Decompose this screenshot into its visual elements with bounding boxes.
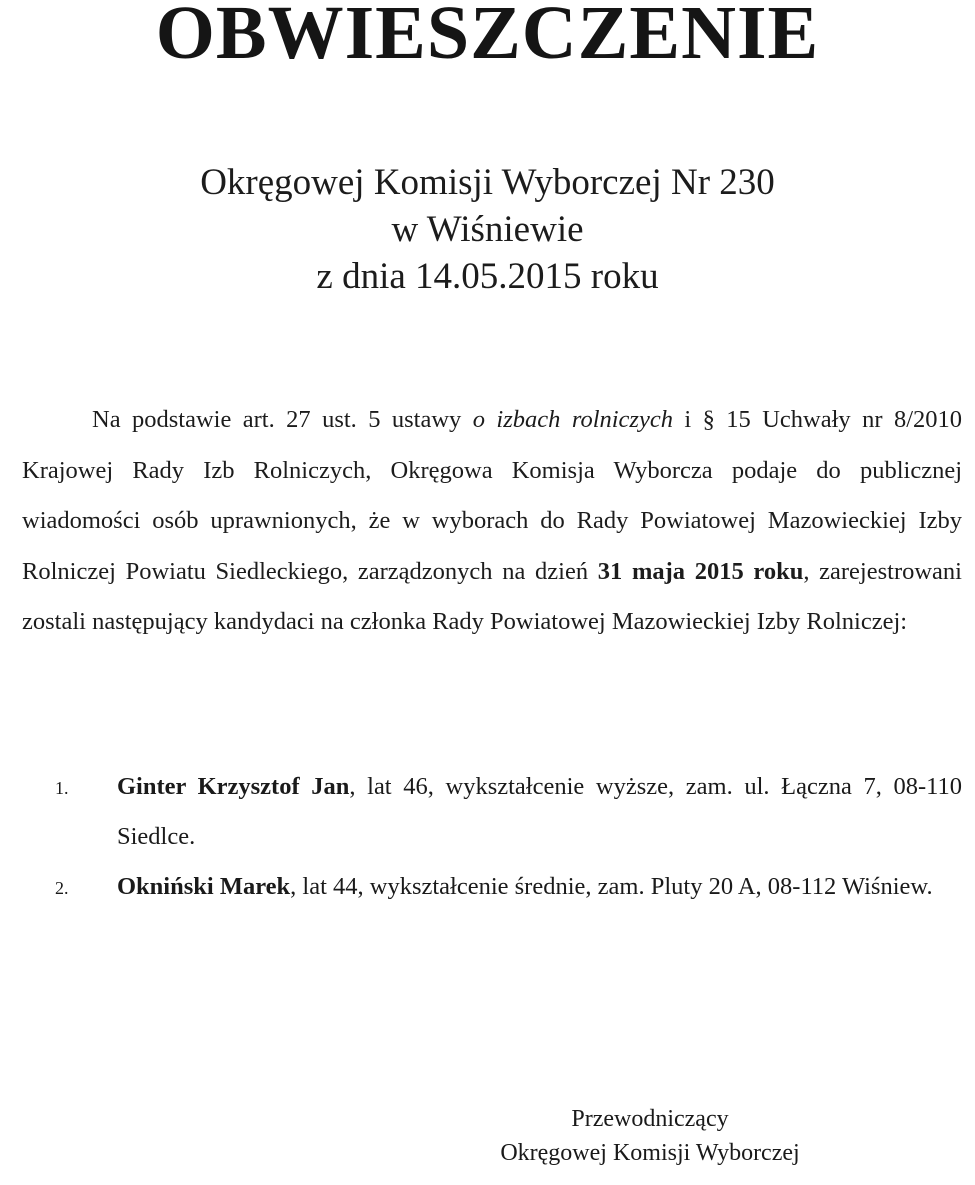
candidate-name: Okniński Marek — [117, 873, 291, 900]
election-date: 31 maja 2015 roku — [597, 557, 804, 585]
law-name: o izbach rolniczych — [472, 406, 673, 433]
body-text-part2: i § 15 Uchwały nr 8/2010 Krajowej Rady Izb Rolniczych, Okręgowa Komisja Wyborcza podaje do publicznej wiadomości osób uprawnionych, że w wyborach do Rady Powiatowej Mazowieckiej Izby Rolniczej Powiatu Siedleckiego, zarządzonych na dzień — [22, 406, 962, 585]
signature-body: Okręgowej Komisji Wyborczej — [500, 1140, 800, 1166]
candidate-text — [117, 762, 962, 862]
candidate-number: 2. — [55, 878, 69, 898]
candidate-name: Ginter Krzysztof Jan — [117, 773, 350, 800]
candidate-number: 1. — [55, 778, 69, 798]
signature-block — [440, 1102, 860, 1170]
candidate-details: , lat 44, wykształcenie średnie, zam. Pluty 20 A, 08-112 Wiśniew. — [290, 873, 933, 900]
subtitle-location: w Wiśniewie — [391, 209, 584, 250]
body-text-part1: Na podstawie art. 27 ust. 5 ustawy — [92, 406, 473, 433]
announcement-body — [22, 395, 962, 648]
subtitle-commission: Okręgowej Komisji Wyborczej Nr 230 — [200, 162, 775, 203]
signature-role: Przewodniczący — [571, 1106, 729, 1132]
subtitle-date: z dnia 14.05.2015 roku — [316, 256, 659, 297]
candidate-details: , lat 46, wykształcenie wyższe, zam. ul. Łączna 7, 08-110 Siedlce. — [117, 773, 962, 850]
body-text-part3: , zarejestrowani zostali następujący kandydaci na członka Rady Powiatowej Mazowieckiej Izby Rolniczej: — [22, 557, 962, 636]
candidate-text — [117, 862, 962, 912]
document-title: OBWIESZCZENIE — [155, 0, 820, 75]
